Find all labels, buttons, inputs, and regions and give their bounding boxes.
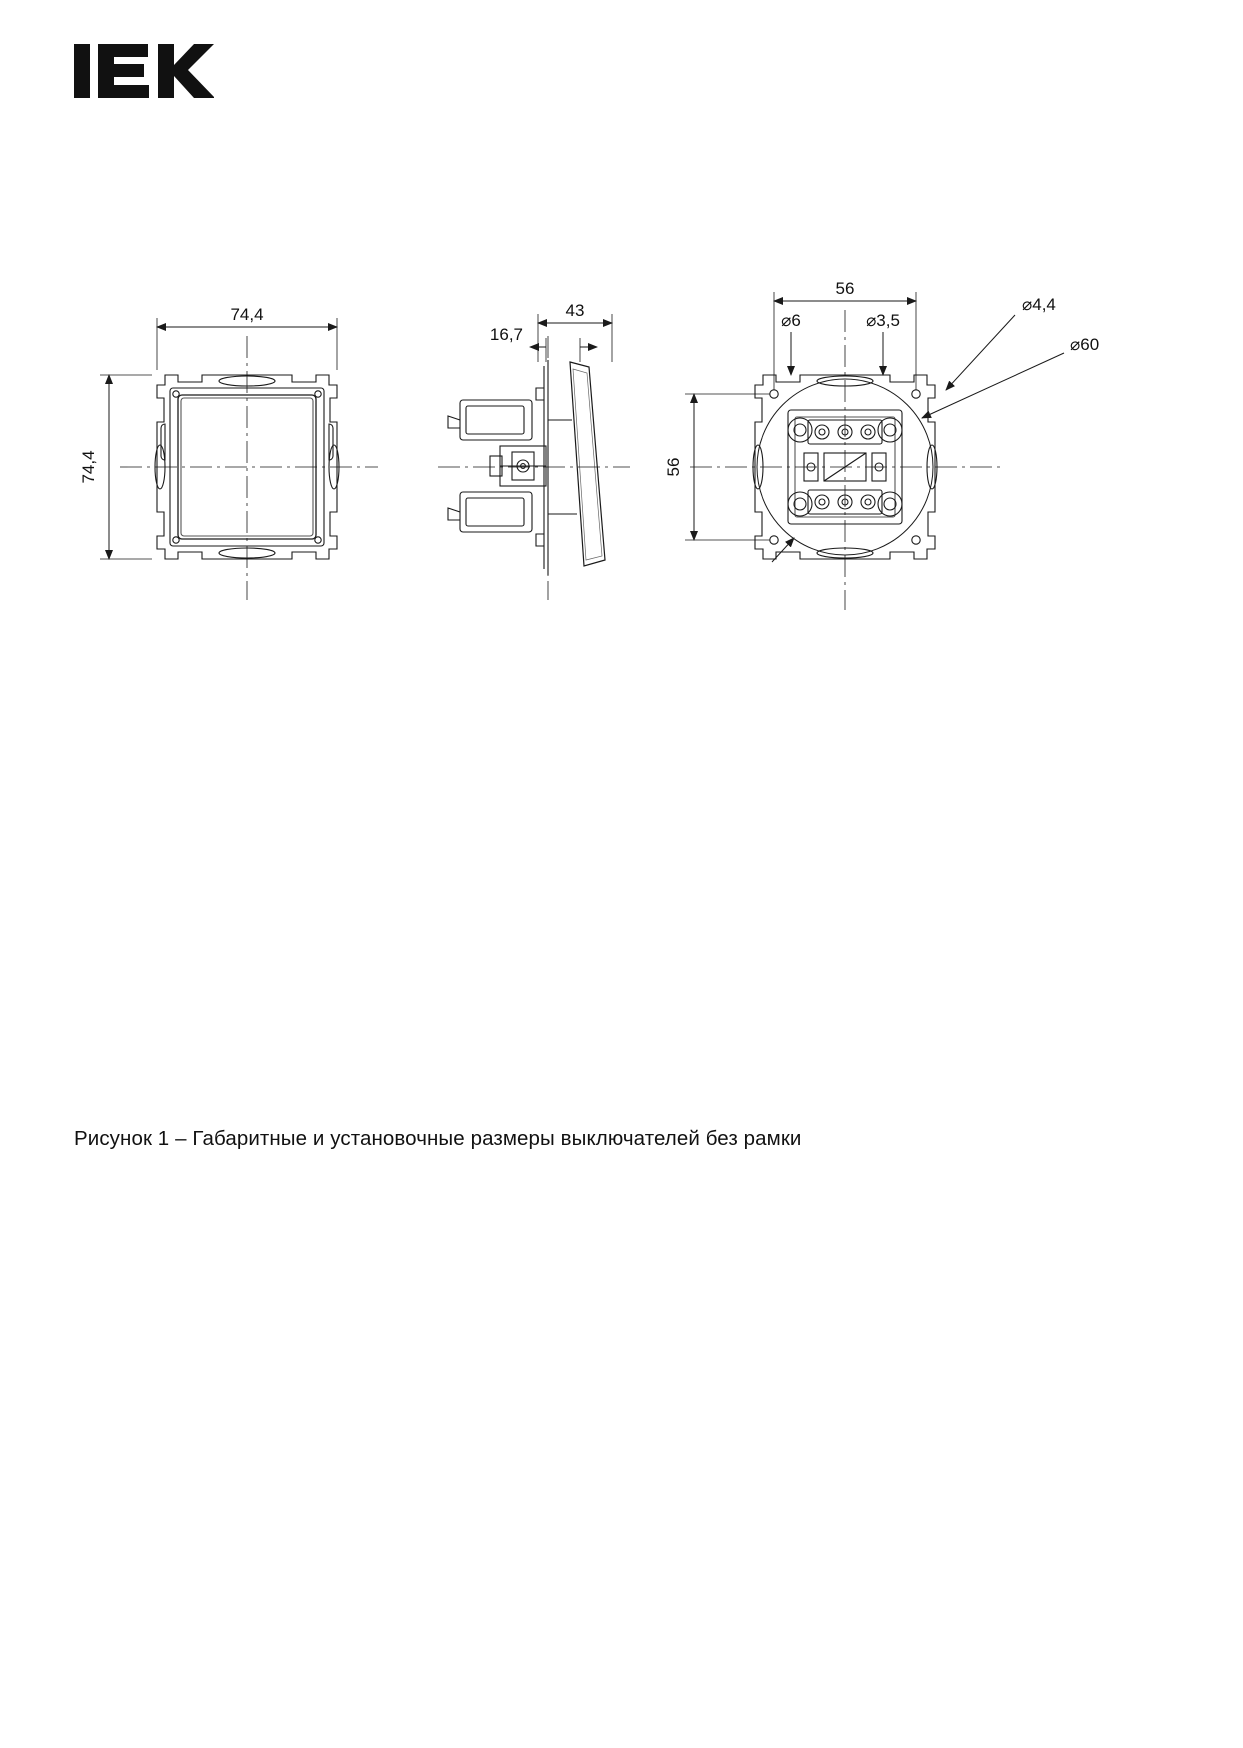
iek-logo: [74, 40, 214, 102]
dim-hole-d6: ⌀6: [781, 311, 801, 330]
dim-rear-height: 56: [664, 457, 683, 477]
dim-rear-width: 56: [835, 279, 855, 298]
dim-front-height: 74,4: [79, 450, 98, 484]
front-view: [79, 305, 378, 600]
figure-caption: Рисунок 1 – Габаритные и установочные размеры выключателей без рамки: [74, 1127, 802, 1150]
technical-drawing: [60, 270, 1180, 670]
dim-front-width: 74,4: [230, 305, 264, 324]
dim-box-d60: ⌀60: [1070, 335, 1100, 354]
side-view: [438, 301, 630, 600]
dim-hole-d35: ⌀3,5: [866, 311, 900, 330]
dim-hole-d44: ⌀4,4: [1022, 295, 1056, 314]
rear-view: [664, 279, 1099, 610]
dim-side-depth-body: 16,7: [489, 325, 523, 344]
dim-side-depth-total: 43: [565, 301, 585, 320]
